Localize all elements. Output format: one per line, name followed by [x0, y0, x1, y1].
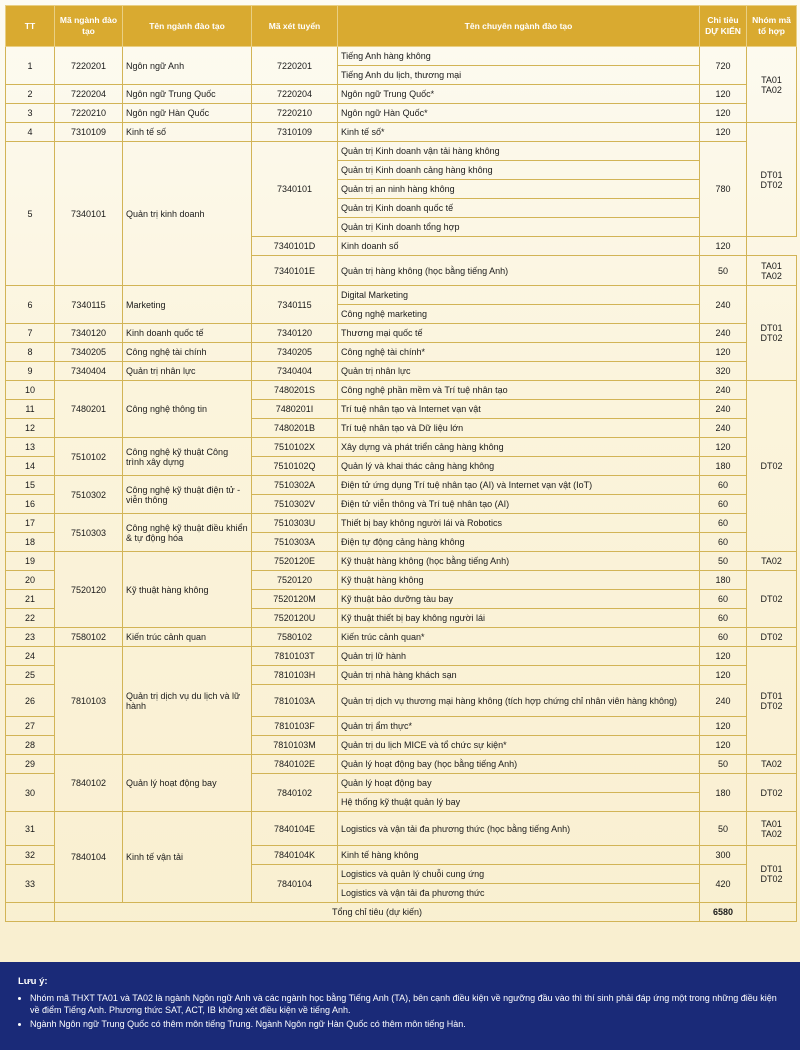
cell-cn: Logistics và vận tải đa phương thức (học bằng tiếng Anh): [338, 812, 700, 846]
cell-cn: Kinh tế hàng không: [338, 846, 700, 865]
cell-tt: 13: [6, 438, 55, 457]
cell-ma: 7340101: [55, 142, 123, 286]
cell-cn: Trí tuệ nhân tạo và Internet vạn vật: [338, 400, 700, 419]
cell-ct: 120: [700, 647, 747, 666]
cell-ten: Ngôn ngữ Hàn Quốc: [123, 104, 252, 123]
header-tt: TT: [6, 6, 55, 47]
cell-mxt: 7810103T: [252, 647, 338, 666]
cell-nhom: DT02: [747, 774, 797, 812]
cell-ma: 7510303: [55, 514, 123, 552]
table-row: [6, 476, 797, 495]
cell-ma: 7580102: [55, 628, 123, 647]
cell-ct: 120: [700, 343, 747, 362]
cell-ct: 240: [700, 381, 747, 400]
cell-tt: 9: [6, 362, 55, 381]
cell-cn: Trí tuệ nhân tạo và Dữ liệu lớn: [338, 419, 700, 438]
cell-cn: Quản trị Kinh doanh cảng hàng không: [338, 161, 700, 180]
table-row: [6, 514, 797, 533]
cell-ct: 180: [700, 571, 747, 590]
cell-tt: 16: [6, 495, 55, 514]
table-row: [6, 123, 797, 142]
cell-mxt: 7840102: [252, 774, 338, 812]
cell-mxt: 7510302V: [252, 495, 338, 514]
total-row: [6, 903, 797, 922]
cell-tt: 8: [6, 343, 55, 362]
cell-ten: Công nghệ kỹ thuật điều khiển & tự động hóa: [123, 514, 252, 552]
cell-mxt: 7810103H: [252, 666, 338, 685]
cell-tt: 31: [6, 812, 55, 846]
cell-tt: 20: [6, 571, 55, 590]
cell-mxt: 7810103A: [252, 685, 338, 717]
cell-cn: Kỹ thuật hàng không (học bằng tiếng Anh): [338, 552, 700, 571]
cell-ct: 180: [700, 457, 747, 476]
cell-cn: Thương mại quốc tế: [338, 324, 700, 343]
note-item: • Ngành Ngôn ngữ Trung Quốc có thêm môn tiếng Trung. Ngành Ngôn ngữ Hàn Quốc có thêm môn tiếng Hàn.: [30, 1018, 788, 1031]
cell-cn: Quản lý hoạt động bay (học bằng tiếng Anh): [338, 755, 700, 774]
total-empty: [747, 903, 797, 922]
cell-ct: 120: [700, 104, 747, 123]
cell-cn: Quản trị nhân lực: [338, 362, 700, 381]
cell-mxt: 7480201S: [252, 381, 338, 400]
table-row: [6, 628, 797, 647]
cell-tt: 32: [6, 846, 55, 865]
cell-nhom: TA01 TA02: [747, 47, 797, 123]
cell-cn: Quản trị ẩm thực*: [338, 717, 700, 736]
table-row: [6, 552, 797, 571]
cell-cn: Tiếng Anh hàng không: [338, 47, 700, 66]
cell-cn: Quản trị dịch vụ thương mại hàng không (tích hợp chứng chỉ nhân viên hàng không): [338, 685, 700, 717]
cell-mxt: 7510303U: [252, 514, 338, 533]
cell-cn: Quản lý hoạt động bay: [338, 774, 700, 793]
cell-ma: 7510302: [55, 476, 123, 514]
cell-cn: Quản trị du lịch MICE và tổ chức sự kiện*: [338, 736, 700, 755]
cell-tt: 26: [6, 685, 55, 717]
header-chi-tieu: Chỉ tiêu DỰ KIẾN: [700, 6, 747, 47]
cell-ten: Kinh doanh quốc tế: [123, 324, 252, 343]
cell-ten: Kinh tế số: [123, 123, 252, 142]
table-row: [6, 343, 797, 362]
cell-nhom: DT01 DT02: [747, 846, 797, 903]
cell-ten: Marketing: [123, 286, 252, 324]
cell-ct: 50: [700, 812, 747, 846]
cell-cn: Logistics và vận tải đa phương thức: [338, 884, 700, 903]
cell-ct: 180: [700, 774, 747, 812]
table-row: [6, 142, 797, 161]
total-empty: [6, 903, 55, 922]
cell-ct: 420: [700, 865, 747, 903]
cell-mxt: 7840102E: [252, 755, 338, 774]
cell-ct: 120: [700, 438, 747, 457]
cell-tt: 22: [6, 609, 55, 628]
cell-cn: Tiếng Anh du lịch, thương mại: [338, 66, 700, 85]
cell-tt: 25: [6, 666, 55, 685]
cell-cn: Điện tử viễn thông và Trí tuệ nhân tạo (AI): [338, 495, 700, 514]
header-ma-xet-tuyen: Mã xét tuyển: [252, 6, 338, 47]
cell-nhom: TA01 TA02: [747, 256, 797, 286]
cell-tt: 30: [6, 774, 55, 812]
cell-ct: 120: [700, 123, 747, 142]
cell-ct: 240: [700, 400, 747, 419]
cell-ma: 7840102: [55, 755, 123, 812]
cell-tt: 2: [6, 85, 55, 104]
cell-cn: Xây dựng và phát triển cảng hàng không: [338, 438, 700, 457]
cell-ct: 320: [700, 362, 747, 381]
notes-section: [18, 976, 788, 1031]
cell-ct: 60: [700, 628, 747, 647]
cell-nhom: DT02: [747, 628, 797, 647]
cell-cn: Quản trị Kinh doanh quốc tế: [338, 199, 700, 218]
cell-tt: 14: [6, 457, 55, 476]
cell-ma: 7220204: [55, 85, 123, 104]
cell-ct: 240: [700, 324, 747, 343]
cell-mxt: 7810103M: [252, 736, 338, 755]
cell-tt: 4: [6, 123, 55, 142]
cell-tt: 17: [6, 514, 55, 533]
cell-mxt: 7510102X: [252, 438, 338, 457]
cell-mxt: 7310109: [252, 123, 338, 142]
header-ten-nganh: Tên ngành đào tạo: [123, 6, 252, 47]
cell-cn: Quản trị nhà hàng khách sạn: [338, 666, 700, 685]
cell-mxt: 7340101D: [252, 237, 338, 256]
cell-mxt: 7220201: [252, 47, 338, 85]
cell-nhom: TA01 TA02: [747, 812, 797, 846]
cell-cn: Logistics và quản lý chuỗi cung ứng: [338, 865, 700, 884]
notes-list: [18, 992, 788, 1031]
cell-ma: 7310109: [55, 123, 123, 142]
cell-ct: 50: [700, 755, 747, 774]
notes-title: Lưu ý:: [18, 976, 48, 987]
cell-mxt: 7840104E: [252, 812, 338, 846]
cell-mxt: 7340115: [252, 286, 338, 324]
cell-mxt: 7480201I: [252, 400, 338, 419]
cell-ct: 120: [700, 736, 747, 755]
cell-ma: 7340115: [55, 286, 123, 324]
cell-tt: 3: [6, 104, 55, 123]
cell-mxt: 7220204: [252, 85, 338, 104]
cell-nhom: DT02: [747, 571, 797, 628]
cell-ma: 7840104: [55, 812, 123, 903]
cell-tt: 28: [6, 736, 55, 755]
table-row: [6, 381, 797, 400]
cell-ten: Quản trị kinh doanh: [123, 142, 252, 286]
cell-nhom: TA02: [747, 552, 797, 571]
cell-ma: 7220201: [55, 47, 123, 85]
cell-ct: 300: [700, 846, 747, 865]
cell-cn: Ngôn ngữ Trung Quốc*: [338, 85, 700, 104]
cell-tt: 23: [6, 628, 55, 647]
cell-tt: 21: [6, 590, 55, 609]
table-row: [6, 286, 797, 305]
cell-cn: Kiến trúc cảnh quan*: [338, 628, 700, 647]
cell-cn: Ngôn ngữ Hàn Quốc*: [338, 104, 700, 123]
cell-tt: 11: [6, 400, 55, 419]
cell-cn: Quản lý và khai thác cảng hàng không: [338, 457, 700, 476]
cell-nhom: DT01 DT02: [747, 123, 797, 237]
cell-cn: Thiết bị bay không người lái và Robotics: [338, 514, 700, 533]
cell-mxt: 7340101: [252, 142, 338, 237]
cell-mxt: 7510303A: [252, 533, 338, 552]
cell-tt: 24: [6, 647, 55, 666]
cell-mxt: 7340120: [252, 324, 338, 343]
cell-ma: 7510102: [55, 438, 123, 476]
cell-tt: 10: [6, 381, 55, 400]
header-ma-nganh: Mã ngành đào tạo: [55, 6, 123, 47]
table-row: [6, 438, 797, 457]
cell-cn: Quản trị Kinh doanh vận tải hàng không: [338, 142, 700, 161]
cell-ma: 7520120: [55, 552, 123, 628]
cell-nhom: TA02: [747, 755, 797, 774]
cell-tt: 5: [6, 142, 55, 286]
cell-cn: Quản trị Kinh doanh tổng hợp: [338, 218, 700, 237]
cell-mxt: 7810103F: [252, 717, 338, 736]
table-row: [6, 47, 797, 66]
note-item: • Nhóm mã THXT TA01 và TA02 là ngành Ngôn ngữ Anh và các ngành học bằng Tiếng Anh (TA), bên cạnh điều kiện về ngưỡng đầu vào thì thí sinh phải đáp ứng một trong những điều kiện về điểm Tiếng Anh. Phương thức SAT, ACT, IB không xét điều kiện về tiếng Anh.: [30, 992, 788, 1017]
cell-ma: 7480201: [55, 381, 123, 438]
cell-ct: 50: [700, 256, 747, 286]
cell-mxt: 7520120U: [252, 609, 338, 628]
cell-cn: Công nghệ tài chính*: [338, 343, 700, 362]
cell-ct: 60: [700, 476, 747, 495]
cell-ten: Ngôn ngữ Trung Quốc: [123, 85, 252, 104]
cell-tt: 6: [6, 286, 55, 324]
cell-ct: 60: [700, 514, 747, 533]
cell-mxt: 7340404: [252, 362, 338, 381]
cell-mxt: 7510102Q: [252, 457, 338, 476]
cell-tt: 12: [6, 419, 55, 438]
cell-ct: 120: [700, 666, 747, 685]
table-row: [6, 324, 797, 343]
cell-mxt: 7220210: [252, 104, 338, 123]
table-header-row: [6, 6, 797, 47]
cell-mxt: 7510302A: [252, 476, 338, 495]
cell-cn: Kinh tế số*: [338, 123, 700, 142]
cell-ct: 720: [700, 47, 747, 85]
cell-nhom: DT02: [747, 381, 797, 552]
cell-ten: Quản trị dịch vụ du lịch và lữ hành: [123, 647, 252, 755]
cell-cn: Kỹ thuật hàng không: [338, 571, 700, 590]
cell-ma: 7340404: [55, 362, 123, 381]
table-row: [6, 362, 797, 381]
cell-cn: Digital Marketing: [338, 286, 700, 305]
cell-ma: 7220210: [55, 104, 123, 123]
cell-cn: Quản trị an ninh hàng không: [338, 180, 700, 199]
header-chuyen-nganh: Tên chuyên ngành đào tạo: [338, 6, 700, 47]
total-value: 6580: [700, 903, 747, 922]
cell-ten: Kiến trúc cảnh quan: [123, 628, 252, 647]
cell-nhom: DT01 DT02: [747, 286, 797, 381]
cell-ma: 7810103: [55, 647, 123, 755]
cell-ct: 780: [700, 142, 747, 237]
cell-mxt: 7520120M: [252, 590, 338, 609]
cell-tt: 1: [6, 47, 55, 85]
cell-ten: Công nghệ kỹ thuật Công trình xây dựng: [123, 438, 252, 476]
cell-nhom: DT01 DT02: [747, 647, 797, 755]
cell-ct: 120: [700, 717, 747, 736]
table-row: [6, 812, 797, 846]
table-row: [6, 755, 797, 774]
cell-ten: Công nghệ tài chính: [123, 343, 252, 362]
cell-tt: 15: [6, 476, 55, 495]
cell-ct: 60: [700, 533, 747, 552]
cell-ct: 120: [700, 85, 747, 104]
cell-cn: Kỹ thuật bảo dưỡng tàu bay: [338, 590, 700, 609]
cell-cn: Điện tử ứng dụng Trí tuệ nhân tạo (AI) và Internet vạn vật (IoT): [338, 476, 700, 495]
cell-cn: Công nghệ phần mềm và Trí tuệ nhân tạo: [338, 381, 700, 400]
cell-ct: 240: [700, 419, 747, 438]
cell-cn: Quản trị hàng không (học bằng tiếng Anh): [338, 256, 700, 286]
cell-tt: 29: [6, 755, 55, 774]
cell-cn: Quản trị lữ hành: [338, 647, 700, 666]
cell-tt: 18: [6, 533, 55, 552]
cell-ten: Ngôn ngữ Anh: [123, 47, 252, 85]
total-label: Tổng chỉ tiêu (dự kiến): [55, 903, 700, 922]
cell-mxt: 7840104K: [252, 846, 338, 865]
cell-ma: 7340120: [55, 324, 123, 343]
cell-ct: 120: [700, 237, 747, 256]
cell-mxt: 7340101E: [252, 256, 338, 286]
cell-cn: Công nghệ marketing: [338, 305, 700, 324]
cell-mxt: 7480201B: [252, 419, 338, 438]
cell-ten: Quản trị nhân lực: [123, 362, 252, 381]
cell-tt: 7: [6, 324, 55, 343]
table-row: [6, 85, 797, 104]
cell-ten: Kỹ thuật hàng không: [123, 552, 252, 628]
cell-ct: 60: [700, 590, 747, 609]
cell-mxt: 7340205: [252, 343, 338, 362]
cell-tt: 27: [6, 717, 55, 736]
cell-mxt: 7520120E: [252, 552, 338, 571]
cell-ma: 7340205: [55, 343, 123, 362]
cell-cn: Điện tự động cảng hàng không: [338, 533, 700, 552]
cell-ct: 60: [700, 495, 747, 514]
cell-mxt: 7580102: [252, 628, 338, 647]
cell-ten: Kinh tế vận tải: [123, 812, 252, 903]
cell-cn: Kinh doanh số: [338, 237, 700, 256]
header-nhom: Nhóm mã tổ hợp: [747, 6, 797, 47]
table-row: [6, 647, 797, 666]
cell-ten: Công nghệ kỹ thuật điện tử - viễn thông: [123, 476, 252, 514]
cell-ct: 240: [700, 685, 747, 717]
cell-ct: 240: [700, 286, 747, 324]
cell-mxt: 7840104: [252, 865, 338, 903]
cell-tt: 19: [6, 552, 55, 571]
cell-ten: Quản lý hoạt động bay: [123, 755, 252, 812]
cell-ct: 50: [700, 552, 747, 571]
cell-cn: Kỹ thuật thiết bị bay không người lái: [338, 609, 700, 628]
cell-tt: 33: [6, 865, 55, 903]
cell-mxt: 7520120: [252, 571, 338, 590]
cell-ten: Công nghệ thông tin: [123, 381, 252, 438]
program-table: [5, 5, 797, 922]
table-row: [6, 104, 797, 123]
cell-cn: Hệ thống kỹ thuật quản lý bay: [338, 793, 700, 812]
cell-ct: 60: [700, 609, 747, 628]
